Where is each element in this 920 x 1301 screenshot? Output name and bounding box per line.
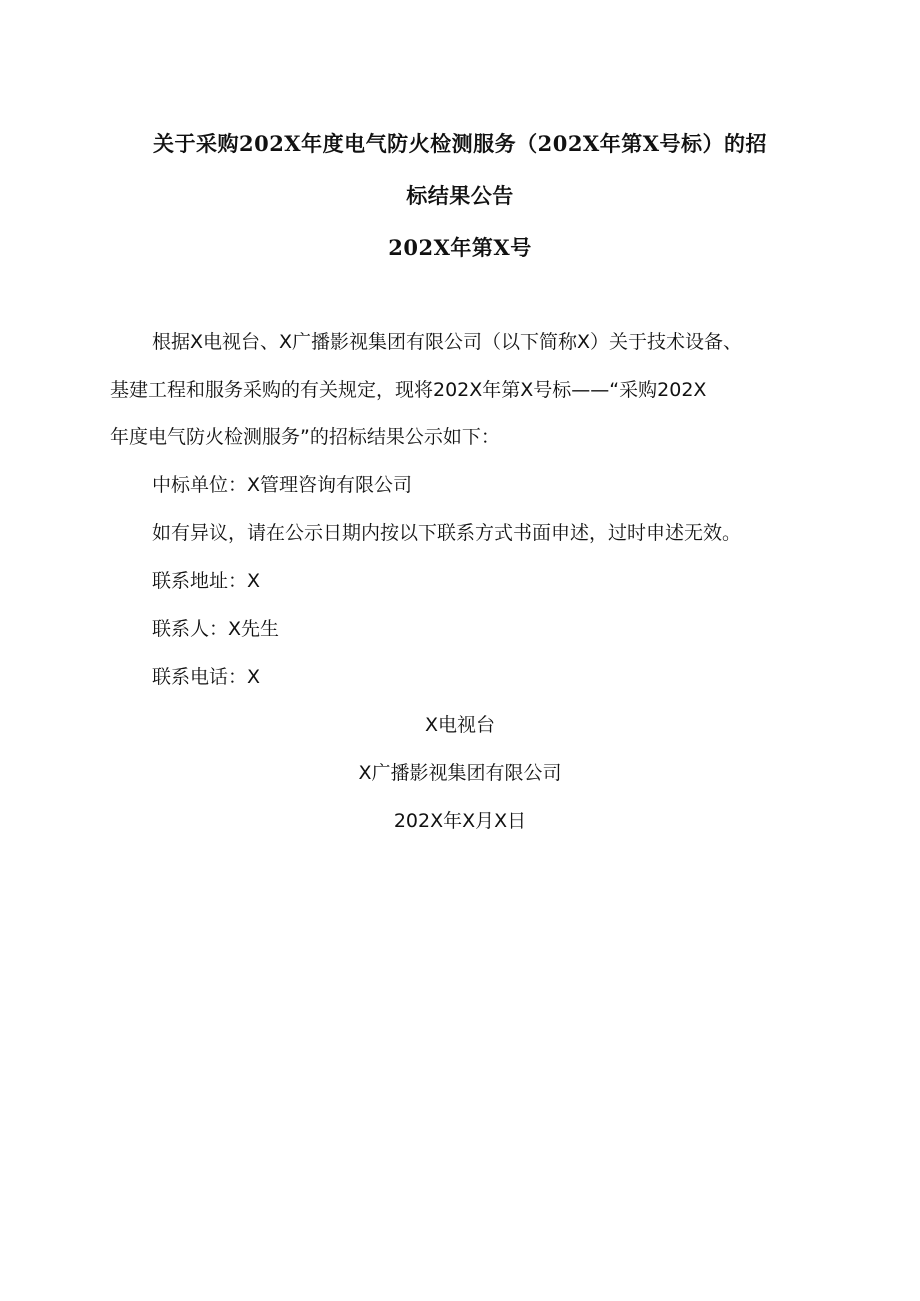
winning-bidder: 中标单位：X管理咨询有限公司 [152,474,413,496]
signature-org-2: X广播影视集团有限公司 [358,762,562,784]
signature-org-1: X电视台 [424,714,496,736]
document-title-line-1: 关于采购202X年度电气防火检测服务（202X年第X号标）的招 [152,131,768,156]
document-number: 202X年第X号 [388,235,532,260]
contact-person: 联系人：X先生 [152,618,280,640]
objection-notice: 如有异议，请在公示日期内按以下联系方式书面申述，过时申述无效。 [152,522,742,544]
paragraph-1-line-2: 基建工程和服务采购的有关规定，现将202X年第X号标——“采购202X [110,379,707,401]
paragraph-1-line-3: 年度电气防火检测服务”的招标结果公示如下： [110,426,500,448]
signature-date: 202X年X月X日 [393,810,527,832]
document-title-line-2: 标结果公告 [406,183,514,208]
contact-phone: 联系电话：X [152,666,261,688]
contact-address: 联系地址：X [152,570,261,592]
paragraph-1-line-1: 根据X电视台、X广播影视集团有限公司（以下简称X）关于技术设备、 [152,331,743,353]
